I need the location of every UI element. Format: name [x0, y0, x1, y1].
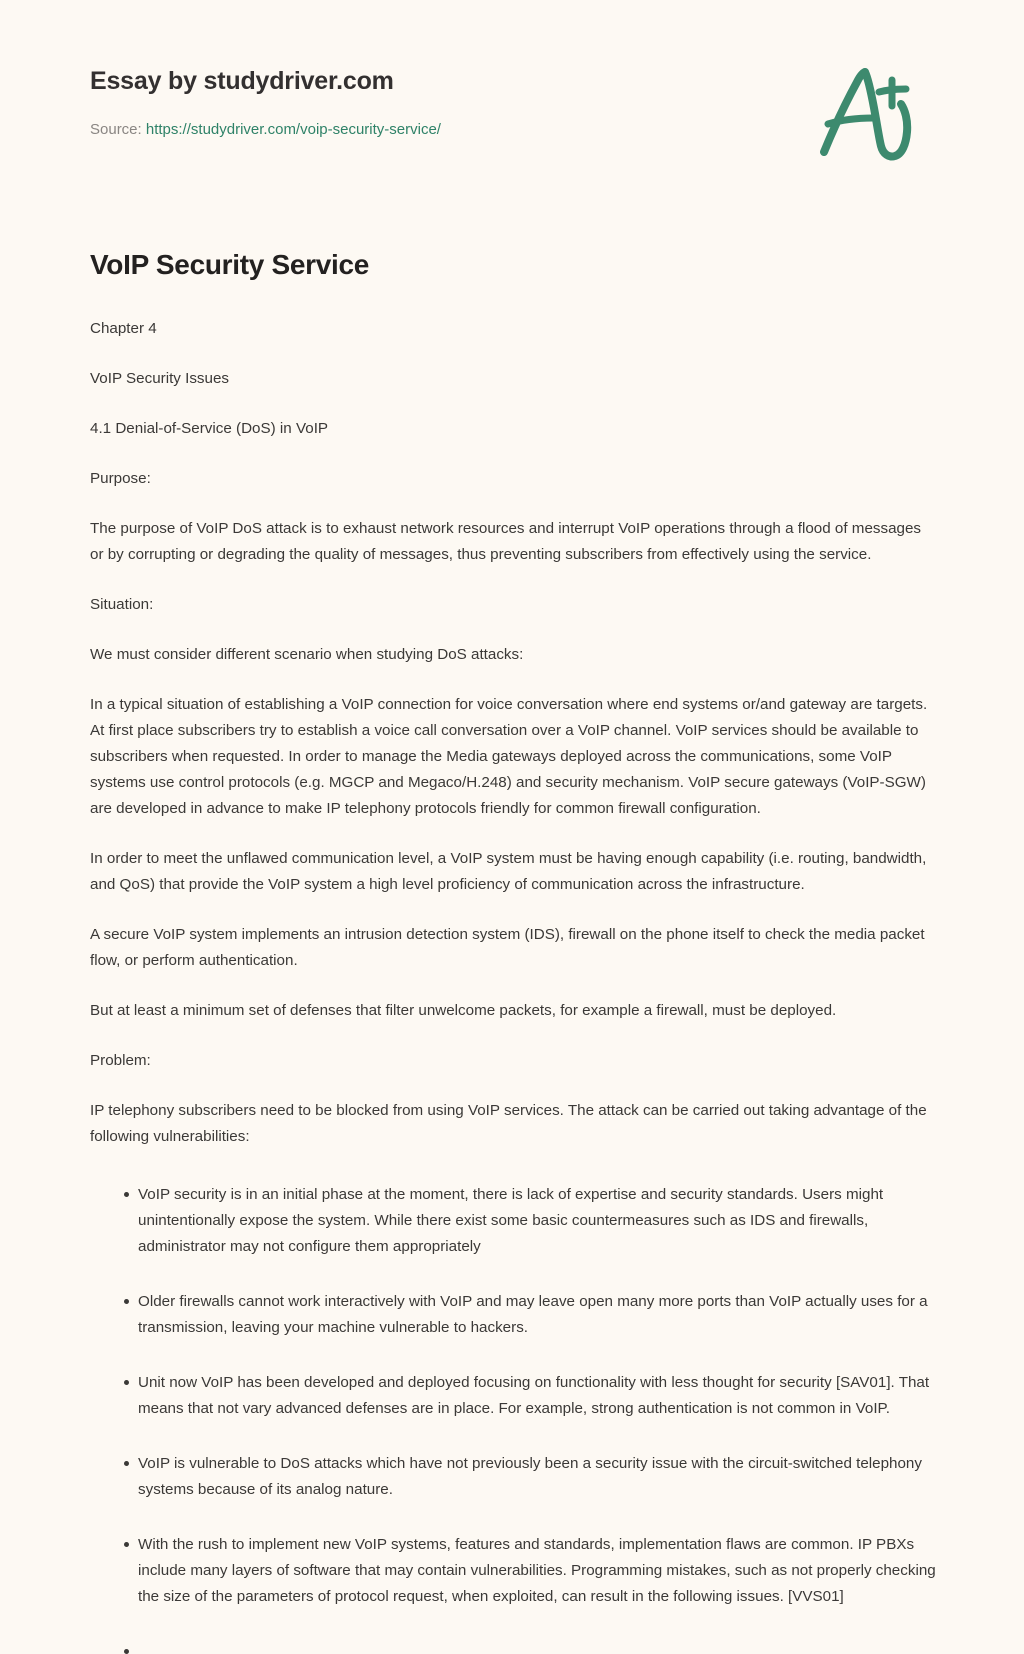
list-item [90, 1639, 938, 1651]
brand-title: Essay by studydriver.com [90, 67, 394, 95]
essay-content [90, 248, 938, 1651]
page-header [0, 0, 1024, 200]
paragraph-problem-label: Problem: [90, 1051, 151, 1069]
paragraph-unflawed-level: In order to meet the unflawed communication level, a VoIP system must be having enough capability (i.e. routing, bandwidth, and QoS) that provide the VoIP system a high level proficiency of communication across the infrastructure. [90, 849, 927, 893]
paragraph-minimum-defenses: But at least a minimum set of defenses that filter unwelcome packets, for example a firewall, must be deployed. [90, 1001, 837, 1019]
vulnerabilities-list [90, 1182, 938, 1651]
paragraph-purpose-body: The purpose of VoIP DoS attack is to exhaust network resources and interrupt VoIP operations through a flood of messages or by corrupting or degrading the quality of messages, thus preventing subscribers from effectively using the service. [90, 519, 922, 563]
source-line [90, 121, 441, 138]
page-title: VoIP Security Service [90, 249, 370, 280]
paragraph-problem-body: IP telephony subscribers need to be blocked from using VoIP services. The attack can be carried out taking advantage of the following vulnerabilities: [90, 1101, 927, 1145]
list-item: VoIP is vulnerable to DoS attacks which have not previously been a security issue with the circuit-switched telephony systems because of its analog nature. [90, 1451, 938, 1503]
paragraph-secure-system: A secure VoIP system implements an intrusion detection system (IDS), firewall on the phone itself to check the media packet flow, or perform authentication. [90, 925, 925, 969]
source-url-link[interactable]: https://studydriver.com/voip-security-service/ [145, 121, 441, 138]
paragraph-situation-label: Situation: [90, 595, 154, 613]
paragraph-subsection: 4.1 Denial-of-Service (DoS) in VoIP [90, 419, 329, 437]
paragraph-typical-situation: In a typical situation of establishing a VoIP connection for voice conversation where end systems or/and gateway are targets. At first place subscribers try to establish a voice call conversation over a VoIP channel. VoIP services should be available to subscribers when requested. In order to manage the Media gateways deployed across the communications, some VoIP systems use control protocols (e.g. MGCP and Megaco/H.248) and security mechanism. VoIP secure gateways (VoIP-SGW) are developed in advance to make IP telephony protocols friendly for common firewall configuration. [90, 695, 928, 817]
paragraph-situation-intro: We must consider different scenario when studying DoS attacks: [90, 645, 524, 663]
studydriver-a-plus-logo-icon [805, 58, 925, 170]
source-label: Source: [90, 121, 142, 138]
list-item: With the rush to implement new VoIP systems, features and standards, implementation flaws are common. IP PBXs include many layers of software that may contain vulnerabilities. Programming mistakes, such as not properly checking the size of the parameters of protocol request, when exploited, can result in the following issues. [VVS01] [90, 1532, 938, 1610]
paragraph-purpose-label: Purpose: [90, 469, 151, 487]
paragraph-chapter: Chapter 4 [90, 319, 157, 337]
list-item: Older firewalls cannot work interactively with VoIP and may leave open many more ports than VoIP actually uses for a transmission, leaving your machine vulnerable to hackers. [90, 1289, 938, 1341]
paragraph-section-title: VoIP Security Issues [90, 369, 230, 387]
list-item: Unit now VoIP has been developed and deployed focusing on functionality with less thought for security [SAV01]. That means that not vary advanced defenses are in place. For example, strong authentication is not common in VoIP. [90, 1370, 938, 1422]
list-item: VoIP security is in an initial phase at the moment, there is lack of expertise and security standards. Users might unintentionally expose the system. While there exist some basic countermeasures such as IDS and firewalls, administrator may not configure them appropriately [90, 1182, 938, 1260]
